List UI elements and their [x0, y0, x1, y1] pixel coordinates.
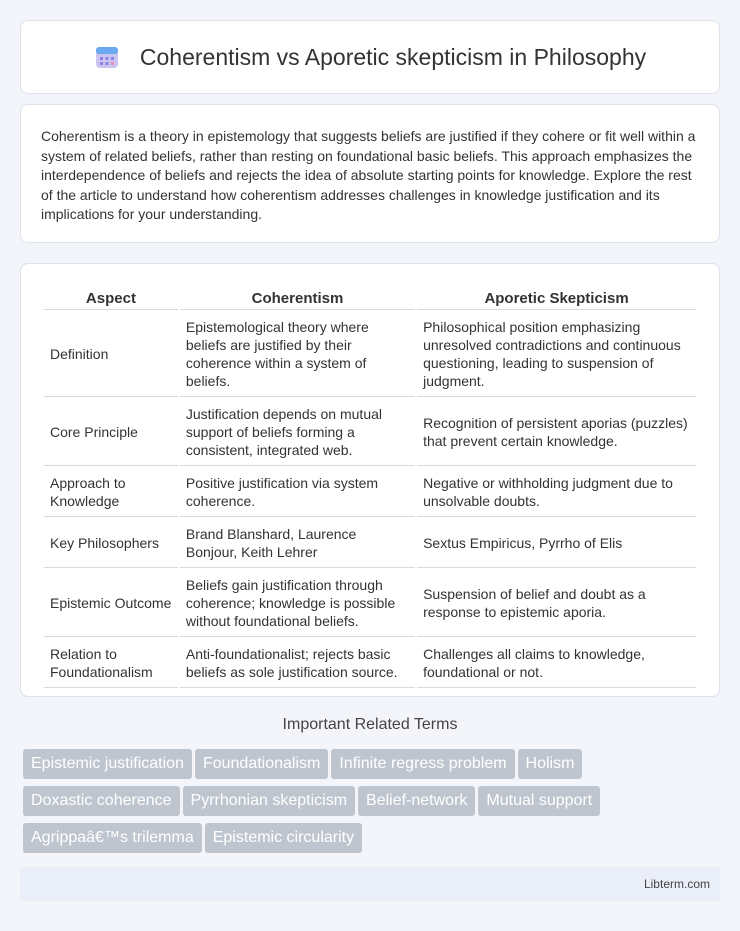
footer [20, 867, 720, 901]
intro-card [20, 104, 720, 243]
comparison-table-card [20, 263, 720, 697]
intro-text: Coherentism is a theory in epistemology that suggests beliefs are justified if they cohere or fit well within a system of related beliefs, rather than resting on foundational basic beliefs. This approach emphasizes the interdependence of beliefs and rejects the idea of absolute starting points for knowledge. Explore the rest of the article to understand how coherentism addresses challenges in knowledge justification and its implications for your understanding. [41, 128, 696, 223]
cell-coherentism: Beliefs gain justification through coherence; knowledge is possible without foundational beliefs. [180, 570, 415, 637]
cell-coherentism: Brand Blanshard, Laurence Bonjour, Keith Lehrer [180, 519, 415, 568]
cell-aporetic: Challenges all claims to knowledge, foundational or not. [417, 639, 696, 688]
related-term-tag[interactable]: Agrippaâ€™s trilemma [23, 823, 202, 853]
footer-site-link[interactable]: Libterm.com [643, 877, 710, 891]
cell-aspect: Definition [44, 312, 178, 397]
related-term-tag[interactable]: Foundationalism [195, 749, 328, 779]
cell-aspect: Approach to Knowledge [44, 468, 178, 517]
cell-aspect: Core Principle [44, 399, 178, 466]
cell-aporetic: Suspension of belief and doubt as a response to epistemic aporia. [417, 570, 696, 637]
header-aspect: Aspect [44, 288, 178, 310]
cell-coherentism: Positive justification via system coherence. [180, 468, 415, 517]
table-row [44, 399, 696, 466]
related-term-tag[interactable]: Infinite regress problem [331, 749, 514, 779]
comparison-table [42, 286, 698, 690]
table-row [44, 519, 696, 568]
cell-coherentism: Justification depends on mutual support of beliefs forming a consistent, integrated web. [180, 399, 415, 466]
header-coherentism: Coherentism [180, 288, 415, 310]
related-term-tag[interactable]: Mutual support [478, 786, 600, 816]
header-card [20, 20, 720, 94]
cell-aporetic: Sextus Empiricus, Pyrrho of Elis [417, 519, 696, 568]
related-term-tag[interactable]: Belief-network [358, 786, 475, 816]
table-row [44, 570, 696, 637]
table-row [44, 468, 696, 517]
cell-aporetic: Recognition of persistent aporias (puzzles) that prevent certain knowledge. [417, 399, 696, 466]
cell-aspect: Key Philosophers [44, 519, 178, 568]
related-terms-title: Important Related Terms [282, 716, 458, 733]
cell-coherentism: Epistemological theory where beliefs are justified by their coherence within a system of beliefs. [180, 312, 415, 397]
table-row [44, 639, 696, 688]
related-term-tag[interactable]: Doxastic coherence [23, 786, 180, 816]
related-term-tag[interactable]: Pyrrhonian skepticism [183, 786, 356, 816]
related-term-tag[interactable]: Epistemic justification [23, 749, 192, 779]
cell-coherentism: Anti-foundationalist; rejects basic beliefs as sole justification source. [180, 639, 415, 688]
header-aporetic: Aporetic Skepticism [417, 288, 696, 310]
related-term-tag[interactable]: Epistemic circularity [205, 823, 362, 853]
page-title: Coherentism vs Aporetic skepticism in Philosophy [139, 43, 647, 70]
calendar-icon [94, 44, 120, 70]
table-row [44, 312, 696, 397]
cell-aspect: Relation to Foundationalism [44, 639, 178, 688]
cell-aporetic: Philosophical position emphasizing unresolved contradictions and continuous questioning, leading to suspension of judgment. [417, 312, 696, 397]
related-terms-list [23, 749, 723, 860]
table-header-row [44, 288, 696, 310]
cell-aporetic: Negative or withholding judgment due to unsolvable doubts. [417, 468, 696, 517]
related-term-tag[interactable]: Holism [518, 749, 583, 779]
cell-aspect: Epistemic Outcome [44, 570, 178, 637]
